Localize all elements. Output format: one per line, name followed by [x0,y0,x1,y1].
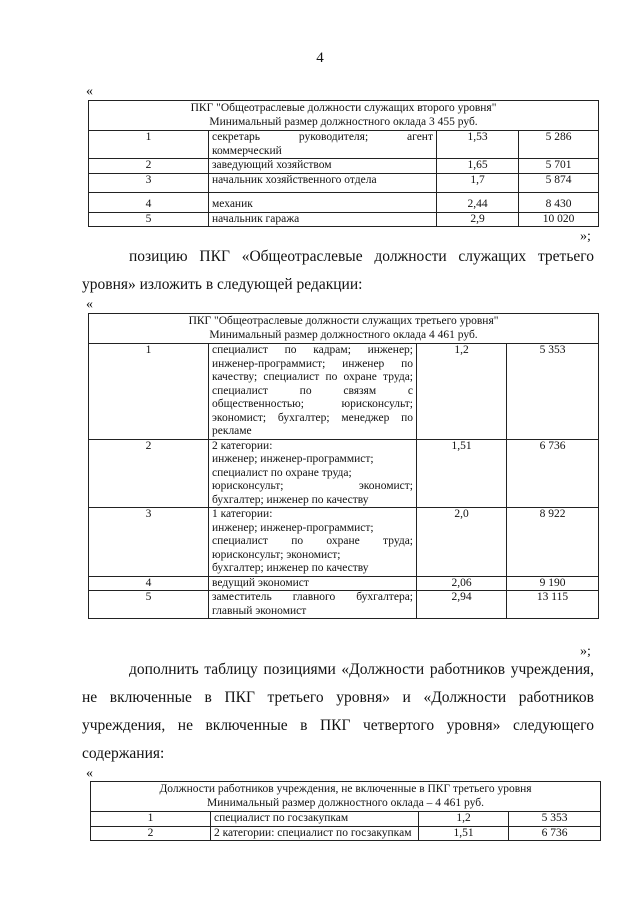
salary-cell: 10 020 [519,212,599,227]
position-cell: начальник хозяйственного отдела [209,173,437,192]
position-cell: заместитель главного бухгалтера; главный экономист [209,591,417,619]
table-subtitle: Минимальный размер должностного оклада – 4 461 руб. [207,796,484,809]
table-row [89,508,599,577]
position-cell: 2 категории: специалист по госзакупкам [211,826,419,841]
closing-quote: »; [580,229,591,244]
position-line: юрисконсульт; экономист; [212,548,341,561]
row-number: 1 [89,344,209,440]
position-cell: специалист по госзакупкам [211,812,419,827]
open-quote: « [86,766,93,781]
table-header [89,101,599,131]
row-number: 4 [89,192,209,212]
row-number: 3 [89,508,209,577]
coefficient-cell: 1,51 [417,439,507,508]
coefficient-cell: 2,94 [417,591,507,619]
table-row [89,173,599,192]
table-header [89,314,599,344]
position-cell: специалист по кадрам; инженер; инженер-программист; инженер по качеству; специалист по охране труда; специалист по связям с общественностью; юрисконсульт; экономист; бухгалтер; менеджер по рекламе [209,344,417,440]
position-cell [209,508,417,577]
paragraph-body: дополнить таблицу позициями «Должности работников учреждения, не включенные в ПКГ третьего уровня» и «Должности работников учреждения, не включенные в ПКГ четвертого уровня» следующего содержания: [82,661,594,762]
salary-cell: 6 736 [509,826,601,841]
position-cell: начальник гаража [209,212,437,227]
position-line: бухгалтер; инженер по качеству [212,562,369,574]
page-number: 4 [316,50,324,66]
salary-cell: 13 115 [507,591,599,619]
position-line: специалист по охране труда; [212,466,352,479]
paragraph-body: позицию ПКГ «Общеотраслевые должности служащих третьего уровня» изложить в следующей редакции: [82,248,594,293]
pkg-table-level-3 [88,313,599,619]
table-title: ПКГ "Общеотраслевые должности служащих третьего уровня" [188,315,499,327]
row-number: 5 [89,591,209,619]
row-number: 4 [89,576,209,591]
paragraph-text [82,656,594,768]
table-subtitle: Минимальный размер должностного оклада 4 461 руб. [209,328,478,341]
table-subtitle: Минимальный размер должностного оклада 3 455 руб. [209,115,478,128]
position-cell: ведущий экономист [209,576,417,591]
coefficient-cell: 2,44 [437,192,519,212]
coefficient-cell: 1,65 [437,159,519,174]
position-cell [209,439,417,508]
coefficient-cell: 2,06 [417,576,507,591]
table-row [89,439,599,508]
row-number: 2 [89,439,209,508]
position-line: юрисконсульт; экономист; [212,480,413,492]
salary-cell: 5 353 [507,344,599,440]
position-line: инженер; инженер-программист; [212,453,374,465]
salary-cell: 8 922 [507,508,599,577]
row-number: 1 [91,812,211,827]
coefficient-cell: 1,53 [437,131,519,159]
salary-cell: 9 190 [507,576,599,591]
pkg-table-level-2 [88,100,599,227]
coefficient-cell: 1,51 [419,826,509,841]
row-number: 3 [89,173,209,192]
salary-cell: 6 736 [507,439,599,508]
table-row [91,812,601,827]
table-row [89,131,599,159]
closing-quote: »; [580,644,591,659]
position-cell: заведующий хозяйством [209,159,437,174]
position-line: инженер; инженер-программист; [212,521,374,534]
salary-cell: 5 701 [519,159,599,174]
table-row [89,576,599,591]
coefficient-cell: 2,0 [417,508,507,577]
open-quote: « [86,297,93,312]
salary-cell: 5 874 [519,173,599,192]
row-number: 5 [89,212,209,227]
row-number: 2 [91,826,211,841]
paragraph-text [82,243,594,299]
row-number: 2 [89,159,209,174]
table-row [89,159,599,174]
coefficient-cell: 1,7 [437,173,519,192]
salary-cell: 5 353 [509,812,601,827]
position-line: специалист по охране труда; [212,535,413,547]
table-row [89,212,599,227]
table-row [89,344,599,440]
open-quote: « [86,84,93,99]
unlisted-positions-table [90,781,601,841]
position-line: 2 категории: [212,439,273,452]
table-row [89,192,599,212]
table-title: ПКГ "Общеотраслевые должности служащих второго уровня" [190,102,497,114]
coefficient-cell: 2,9 [437,212,519,227]
row-number: 1 [89,131,209,159]
table-header [91,782,601,812]
coefficient-cell: 1,2 [419,812,509,827]
coefficient-cell: 1,2 [417,344,507,440]
position-cell: механик [209,192,437,212]
position-cell: секретарь руководителя; агент коммерческий [209,131,437,159]
salary-cell: 8 430 [519,192,599,212]
table-row [89,591,599,619]
table-row [91,826,601,841]
salary-cell: 5 286 [519,131,599,159]
position-line: бухгалтер; инженер по качеству [212,493,369,506]
table-title: Должности работников учреждения, не включенные в ПКГ третьего уровня [159,783,532,795]
position-line: 1 категории: [212,508,273,520]
